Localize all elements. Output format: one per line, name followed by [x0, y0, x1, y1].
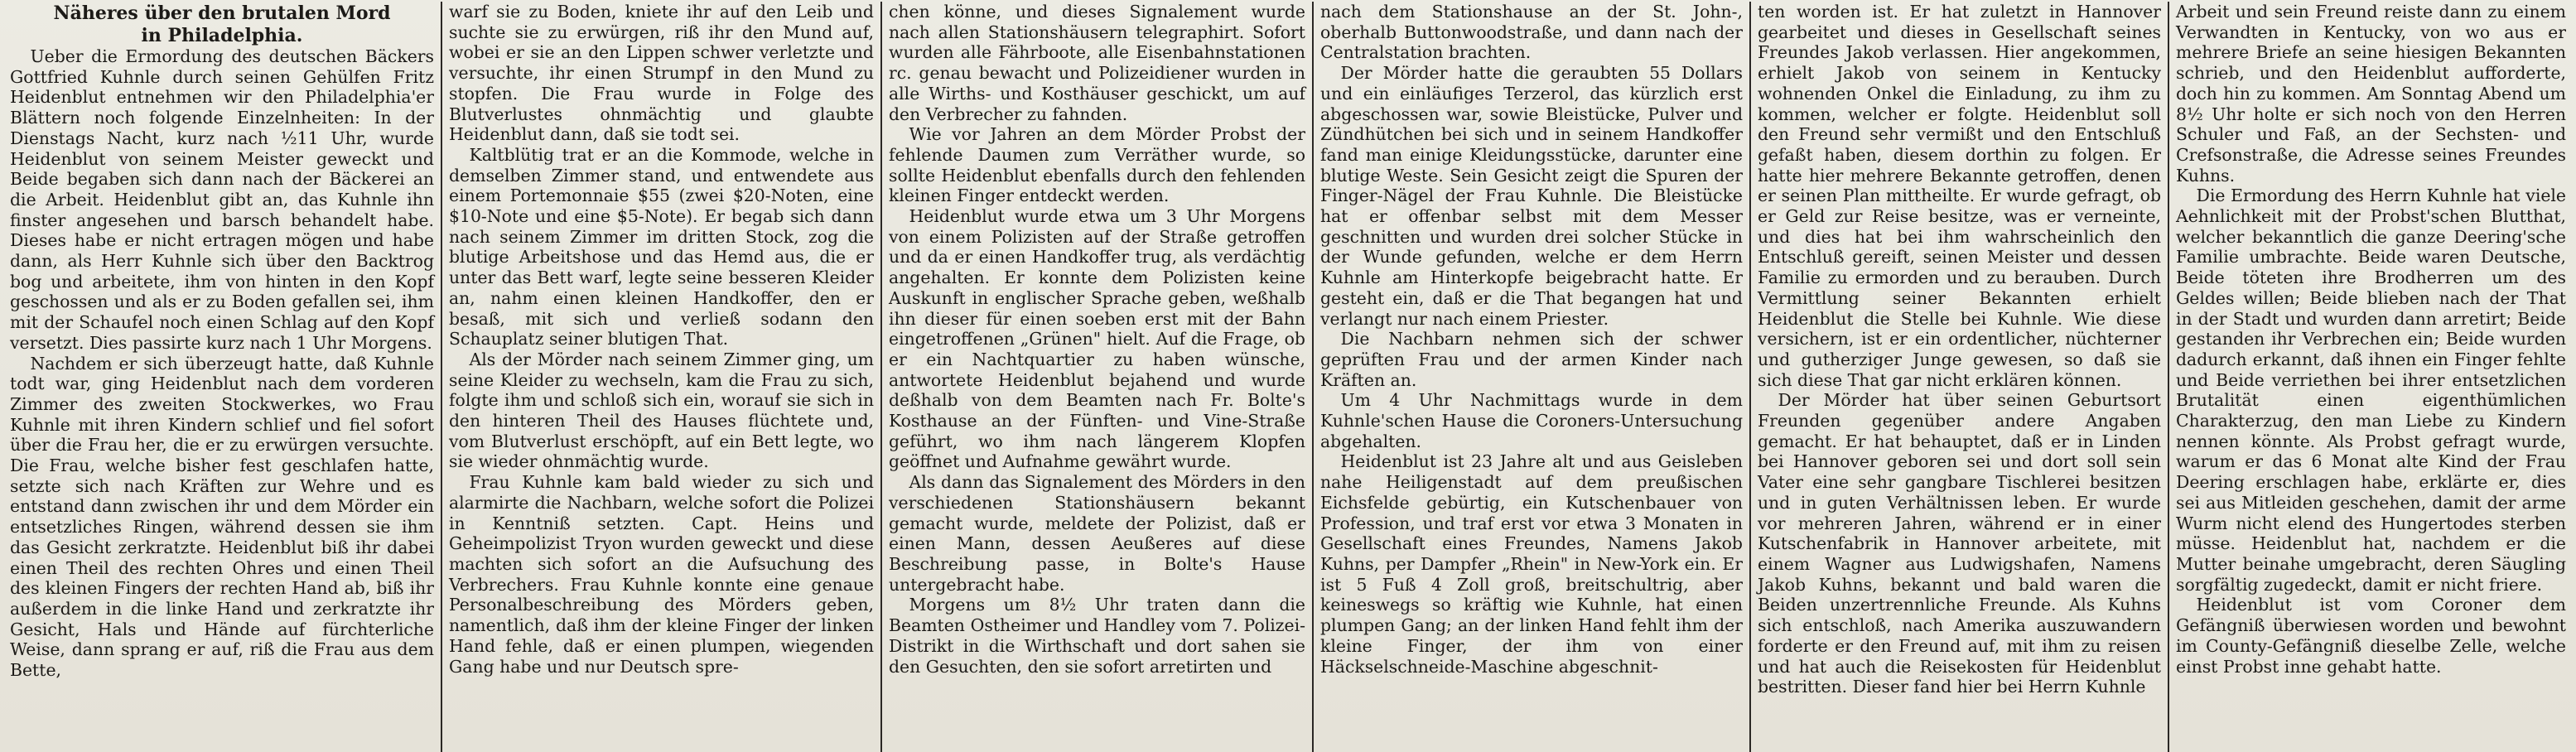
headline-line-2: in Philadelphia. [141, 25, 303, 46]
paragraph: nach dem Stationshause an der St. John-, oberhalb Buttonwoodstraße, und dann nach der Centralstation brachten. [1320, 2, 1743, 63]
paragraph: Frau Kuhnle kam bald wieder zu sich und alarmirte die Nachbarn, welche sofort die Polizei in Kenntniß setzten. Capt. Heins und Geheimpolizist Tryon wurden geweckt und diese machten sich sofort an die Aufsuchung des Verbrechers. Frau Kuhnle konnte eine genaue Personalbeschreibung des Mörders geben, namentlich, daß ihm der kleine Finger der linken Hand fehle, daß er einen plumpen, wiegenden Gang habe und nur Deutsch spre- [449, 472, 874, 677]
paragraph: Heidenblut wurde etwa um 3 Uhr Morgens von einem Polizisten auf der Straße getroffen und da er einen Handkoffer trug, als verdächtig angehalten. Er konnte dem Polizisten keine Auskunft in englischer Sprache geben, weßhalb ihn dieser für einen soeben erst mit der Bahn eingetroffenen „Grünen" hielt. Auf die Frage, ob er ein Nachtquartier zu haben wünsche, antwortete Heidenblut bejahend und wurde deßhalb von dem Beamten nach Fr. Bolte's Kosthause an der Fünften- und Vine-Straße geführt, wo ihm nach längerem Klopfen geöffnet und Aufnahme gewährt wurde. [889, 206, 1305, 472]
column-6 [2169, 2, 2573, 752]
paragraph: Nachdem er sich überzeugt hatte, daß Kuhnle todt war, ging Heidenblut nach dem vorderen Zimmer des zweiten Stockwerkes, wo Frau Kuhnle mit ihren Kindern schlief und fiel sofort über die Frau her, die er zu erwürgen versuchte. Die Frau, welche bisher fest geschlafen hatte, setzte sich nach Kräften zur Wehre und es entstand dann zwischen ihr und dem Mörder ein entsetzliches Ringen, während dessen sie ihm das Gesicht zerkratzte. Heidenblut biß ihr dabei einen Theil des rechten Ohres und einen Theil des kleinen Fingers der rechten Hand ab, biß ihr außerdem in die linke Hand und zerkratzte ihr Gesicht, Hals und Hände auf fürchterliche Weise, dann sprang er auf, riß die Frau aus dem Bette, [10, 353, 434, 681]
paragraph: Der Mörder hat über seinen Geburtsort Freunden gegenüber andere Angaben gemacht. Er hat behauptet, daß er in Linden bei Hannover geboren sei und dort soll sein Vater eine sehr gangbare Tischlerei besitzen und in guten Verhältnissen leben. Er wurde vor mehreren Jahren, während er in einer Kutschenfabrik in Hannover arbeitete, mit einem Wagner aus Ludwigshafen, Namens Jakob Kuhns, bekannt und bald waren die Beiden unzertrennliche Freunde. Als Kuhns sich entschloß, nach Amerika auszuwandern forderte er den Freund auf, mit ihm zu reisen und hat auch die Reisekosten für Heidenblut bestritten. Dieser fand hier bei Herrn Kuhnle [1758, 390, 2161, 697]
paragraph: Als der Mörder nach seinem Zimmer ging, um seine Kleider zu wechseln, kam die Frau zu sich, folgte ihm und schloß sich ein, worauf sie sich in den hinteren Theil des Hauses flüchtete und, vom Blutverlust erschöpft, auf ein Bett legte, wo sie wieder ohnmächtig wurde. [449, 349, 874, 472]
column-3 [882, 2, 1314, 752]
paragraph: Heidenblut ist vom Coroner dem Gefängniß überwiesen worden und bewohnt im County-Gefängniß dieselbe Zelle, welche einst Probst inne gehabt hatte. [2176, 595, 2566, 677]
column-5 [1751, 2, 2169, 752]
paragraph: Kaltblütig trat er an die Kommode, welche in demselben Zimmer stand, und entwendete aus einem Portemonnaie $55 (zwei $20-Noten, eine $10-Note und eine $5-Note). Er begab sich dann nach seinem Zimmer im dritten Stock, zog die blutige Arbeitshose und das Hemd aus, die er unter das Bett warf, legte seine besseren Kleider an, nahm einen kleinen Handkoffer, den er besaß, mit sich und verließ sodann den Schauplatz seiner blutigen That. [449, 144, 874, 349]
column-1 [3, 2, 442, 752]
column-4 [1314, 2, 1751, 752]
paragraph: chen könne, und dieses Signalement wurde nach allen Stationshäusern telegraphirt. Sofort wurden alle Fährboote, alle Eisenbahnstationen rc. genau bewacht und Polizeidiener wurden in alle Wirths- und Kosthäuser geschickt, um auf den Verbrecher zu fahnden. [889, 2, 1305, 124]
paragraph: Als dann das Signalement des Mörders in den verschiedenen Stationshäusern bekannt gemacht wurde, meldete der Polizist, daß er einen Mann, dessen Aeußeres auf diese Beschreibung passe, in Bolte's Hause untergebracht habe. [889, 472, 1305, 595]
paragraph: Morgens um 8½ Uhr traten dann die Beamten Ostheimer und Handley vom 7. Polizei-Distrikt in die Wirthschaft und dort sahen sie den Gesuchten, den sie sofort arretirten und [889, 595, 1305, 677]
paragraph: warf sie zu Boden, kniete ihr auf den Leib und suchte sie zu erwürgen, riß ihr den Mund auf, wobei er sie an den Lippen schwer verletzte und versuchte, ihr einen Strumpf in den Mund zu stopfen. Die Frau wurde in Folge des Blutverlustes ohnmächtig und glaubte Heidenblut dann, daß sie todt sei. [449, 2, 874, 145]
paragraph: Der Mörder hatte die geraubten 55 Dollars und ein einläufiges Terzerol, das kürzlich erst abgeschossen war, sowie Bleistücke, Pulver und Zündhütchen bei sich und in seinem Handkoffer fand man einige Kleidungsstücke, darunter eine blutige Weste. Sein Gesicht zeigt die Spuren der Finger-Nägel der Frau Kuhnle. Die Bleistücke hat er offenbar selbst mit dem Messer geschnitten und wurden drei solcher Stücke in der Wunde gefunden, welche er dem Herrn Kuhnle am Hinterkopfe beigebracht hatte. Er gesteht ein, daß er die That begangen hat und verlangt nur nach einem Priester. [1320, 63, 1743, 329]
column-2 [442, 2, 882, 752]
paragraph: Heidenblut ist 23 Jahre alt und aus Geisleben nahe Heiligenstadt auf dem preußischen Eichsfelde gebürtig, ein Kutschenbauer von Profession, und traf erst vor etwa 3 Monaten in Gesellschaft eines Freundes, Namens Jakob Kuhns, per Dampfer „Rhein" in New-York ein. Er ist 5 Fuß 4 Zoll groß, breitschultrig, aber keineswegs so kräftig wie Kuhnle, hat einen plumpen Gang; an der linken Hand fehlt ihm der kleine Finger, der ihm von einer Häckselschneide-Maschine abgeschnit- [1320, 451, 1743, 677]
paragraph: Ueber die Ermordung des deutschen Bäckers Gottfried Kuhnle durch seinen Gehülfen Fritz Heidenblut entnehmen wir den Philadelphia'er Blättern noch folgende Einzelnheiten: In der Dienstags Nacht, kurz nach ½11 Uhr, wurde Heidenblut von seinem Meister geweckt und Beide begaben sich dann nach der Bäckerei an die Arbeit. Heidenblut gibt an, das Kuhnle ihn finster angesehen und barsch behandelt habe. Dieses habe er nicht ertragen mögen und habe dann, als Herr Kuhnle sich über den Backtrog bog und arbeitete, ihm von hinten in den Kopf geschossen und als er zu Boden gefallen sei, ihm mit der Schaufel noch einen Schlag auf den Kopf versetzt. Dies passirte kurz nach 1 Uhr Morgens. [10, 46, 434, 353]
headline-line-1: Näheres über den brutalen Mord [53, 2, 391, 24]
paragraph: Die Nachbarn nehmen sich der schwer geprüften Frau und der armen Kinder nach Kräften an. [1320, 329, 1743, 390]
paragraph: Wie vor Jahren an dem Mörder Probst der fehlende Daumen zum Verräther wurde, so sollte Heidenblut ebenfalls durch den fehlenden kleinen Finger entdeckt werden. [889, 124, 1305, 206]
paragraph: ten worden ist. Er hat zuletzt in Hannover gearbeitet und dieses in Gesellschaft seines Freundes Jakob verlassen. Hier angekommen, erhielt Jakob von seinem in Kentucky wohnenden Onkel die Einladung, zu ihm zu kommen, welcher er folgte. Heidenblut soll den Freund sehr vermißt und den Entschluß gefaßt haben, diesem dorthin zu folgen. Er hatte hier mehrere Bekannte getroffen, denen er seinen Plan mittheilte. Er wurde gefragt, ob er Geld zur Reise besitze, was er verneinte, und dies hat bei ihm wahrscheinlich den Entschluß gereift, seinen Meister und dessen Familie zu ermorden und zu berauben. Durch Vermittlung seiner Bekannten erhielt Heidenblut die Stelle bei Kuhnle. Wie diese versichern, ist er ein ordentlicher, nüchterner und gutherziger Junge gewesen, so daß sie sich diese That gar nicht erklären können. [1758, 2, 2161, 390]
paragraph: Um 4 Uhr Nachmittags wurde in dem Kuhnle'schen Hause die Coroners-Untersuchung abgehalten. [1320, 390, 1743, 451]
paragraph: Arbeit und sein Freund reiste dann zu einem Verwandten in Kentucky, von wo aus er mehrere Briefe an seine hiesigen Bekannten schrieb, und den Heidenblut aufforderte, doch hin zu kommen. Am Sonntag Abend um 8½ Uhr holte er sich noch von den Herren Schuler und Faß, an der Sechsten- und Crefsonstraße, die Adresse seines Freundes Kuhns. [2176, 2, 2566, 186]
paragraph: Die Ermordung des Herrn Kuhnle hat viele Aehnlichkeit mit der Probst'schen Blutthat, welcher bekanntlich die ganze Deering'sche Familie umbrachte. Beide waren Deutsche, Beide töteten ihre Brodherren um des Geldes willen; Beide blieben nach der That in der Stadt und wurden dann arretirt; Beide gestanden ihr Verbrechen ein; Beide wurden dadurch erkannt, daß ihnen ein Finger fehlte und Beide verriethen bei ihrer entsetzlichen Brutalität einen eigenthümlichen Charakterzug, den man Liebe zu Kindern nennen könnte. Als Probst gefragt wurde, warum er das 6 Monat alte Kind der Frau Deering erschlagen habe, erklärte er, dies sei aus Mitleiden geschehen, damit der arme Wurm nicht elend des Hungertodes sterben müsse. Heidenblut hat, nachdem er die Mutter beinahe umgebracht, deren Säugling sorgfältig zugedeckt, damit er nicht friere. [2176, 186, 2566, 595]
